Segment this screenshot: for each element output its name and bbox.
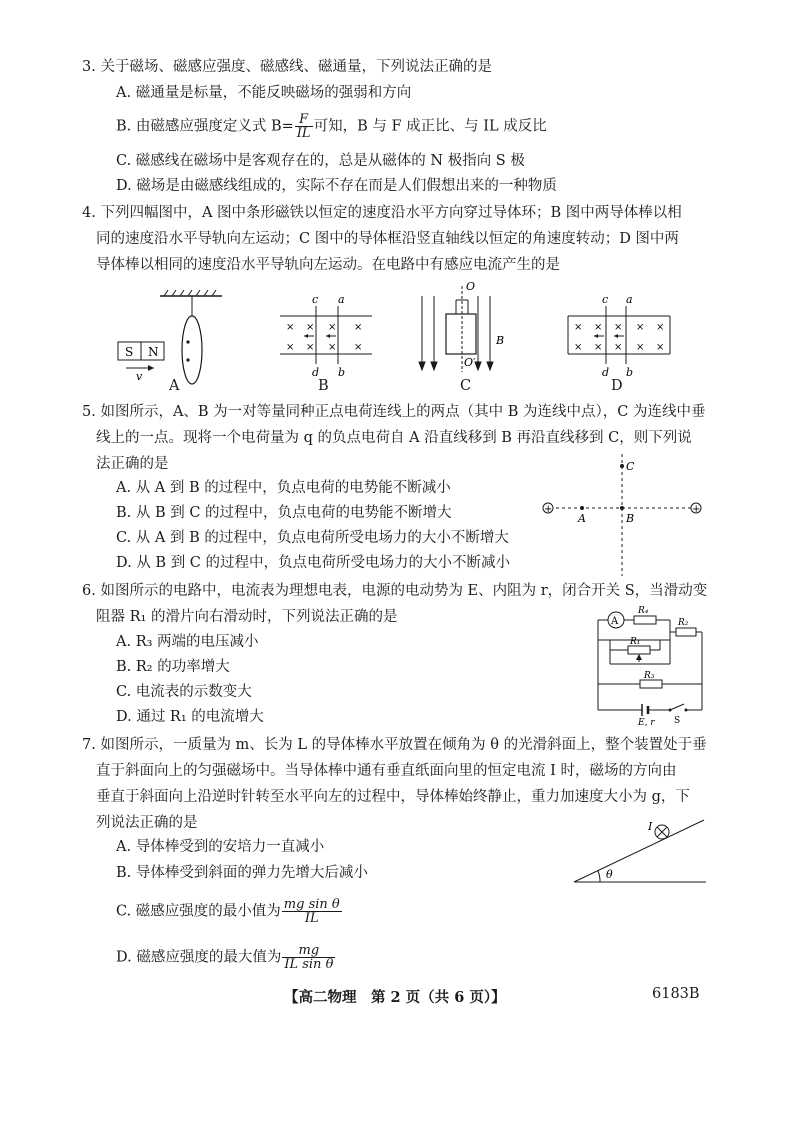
point-b-label: B (626, 512, 635, 525)
rod-d-label-d: d (602, 366, 610, 378)
axis-o2-label: O′ (464, 356, 476, 369)
axis-o-label: O (466, 280, 476, 293)
point-c-label: C (626, 460, 635, 473)
q4-figure-c (416, 280, 516, 380)
rod-c-label-d: c (602, 293, 609, 306)
q6-option-d: D. 通过 R₁ 的电流增大 (116, 709, 264, 725)
velocity-label: v (136, 370, 143, 383)
q7-stem-line1: 7. 如图所示，一质量为 m、长为 L 的导体棒水平放置在倾角为 θ 的光滑斜面上，整个装置处于垂 (82, 737, 707, 753)
q4-fig-label-d: D (611, 378, 623, 394)
svg-text:×: × (328, 322, 337, 333)
q5-option-c: C. 从 A 到 B 的过程中，负点电荷所受电场力的大小不断增大 (116, 530, 509, 546)
svg-text:×: × (328, 342, 337, 353)
rod-d-label: d (312, 366, 320, 378)
paper-code: 6183B (652, 986, 700, 1002)
q4-stem-line1: 4. 下列四幅图中，A 图中条形磁铁以恒定的速度沿水平方向穿过导体环；B 图中两导体棒以相 (82, 205, 682, 221)
q3-option-c: C. 磁感线在磁场中是客观存在的，总是从磁体的 N 极指向 S 极 (116, 153, 525, 169)
emf-label: E, r (638, 718, 655, 726)
q3-option-a: A. 磁通量是标量，不能反映磁场的强弱和方向 (116, 85, 412, 101)
switch-label: S (674, 716, 681, 726)
q7-option-a: A. 导体棒受到的安培力一直减小 (116, 839, 325, 855)
q6-stem-line2: 阻器 R₁ 的滑片向右滑动时，下列说法正确的是 (96, 609, 398, 625)
q7-stem-line3: 垂直于斜面向上沿逆时针转至水平向左的过程中，导体棒始终静止，重力加速度大小为 g，下 (96, 789, 690, 805)
q4-figure-b (276, 292, 376, 378)
q7-option-d-fraction (282, 944, 335, 971)
q5-option-b: B. 从 B 到 C 的过程中，负点电荷的电势能不断增大 (116, 505, 452, 521)
q7-option-c-fraction (282, 898, 342, 925)
svg-text:×: × (286, 342, 295, 353)
q4-fig-label-a: A (169, 378, 180, 394)
svg-text:×: × (574, 342, 583, 353)
q5-stem-line3: 法正确的是 (96, 456, 169, 472)
svg-text:×: × (614, 342, 623, 353)
q4-figure-d (564, 292, 674, 378)
q3-option-d: D. 磁场是由磁感线组成的，实际不存在而是人们假想出来的一种物质 (116, 178, 557, 194)
q5-stem-line2: 线上的一点。现将一个电荷量为 q 的负点电荷自 A 沿直线移到 B 再沿直线移到 C，则下列说 (96, 430, 692, 446)
q7-c-den: IL (304, 911, 319, 926)
q7-option-c (116, 898, 343, 925)
svg-text:×: × (614, 322, 623, 333)
q7-incline-figure (570, 812, 710, 888)
q7-option-d (116, 944, 336, 971)
svg-text:×: × (656, 342, 665, 353)
q5-option-d: D. 从 B 到 C 的过程中，负点电荷所受电场力的大小不断减小 (116, 555, 511, 571)
ammeter-label: A (611, 616, 619, 627)
svg-text:×: × (306, 342, 315, 353)
svg-text:×: × (656, 322, 665, 333)
r4-label: R₄ (638, 606, 649, 616)
svg-text:×: × (306, 322, 315, 333)
current-i-label: I (648, 820, 653, 833)
field-crosses (286, 322, 362, 353)
left-charge-plus: + (544, 504, 553, 515)
magnet-s-label: S (125, 345, 134, 359)
q7-d-num: mg (282, 944, 335, 958)
q7-option-c-pre: C. 磁感应强度的最小值为 (116, 903, 281, 920)
field-b-label: B (496, 334, 505, 347)
rod-b-label: b (338, 366, 346, 378)
magnet-n-label: N (148, 345, 159, 359)
q5-option-a: A. 从 A 到 B 的过程中，负点电荷的电势能不断减小 (116, 480, 451, 496)
q6-stem-line1: 6. 如图所示的电路中，电流表为理想电表，电源的电动势为 E、内阻为 r，闭合开关 S，当滑动变 (82, 583, 708, 599)
q7-stem-line4: 列说法正确的是 (96, 815, 198, 831)
svg-text:×: × (594, 342, 603, 353)
q7-option-d-pre: D. 磁感应强度的最大值为 (116, 949, 282, 966)
page-footer: 【高二物理 第 2 页（共 6 页）】 (284, 989, 506, 1006)
q4-fig-label-b: B (318, 378, 329, 394)
right-charge-plus: + (692, 504, 701, 515)
q7-d-den: IL sin θ (284, 957, 334, 972)
q4-stem-line3: 导体棒以相同的速度沿水平导轨向左运动。在电路中有感应电流产生的是 (96, 257, 560, 273)
q7-option-b: B. 导体棒受到斜面的弹力先增大后减小 (116, 865, 368, 881)
q6-option-c: C. 电流表的示数变大 (116, 684, 252, 700)
field-crosses-d (574, 322, 664, 353)
q3-option-b-pre: B. 由磁感应强度定义式 B= (116, 118, 294, 135)
theta-label: θ (606, 868, 613, 881)
q3-frac-num: F (295, 113, 313, 127)
q3-stem: 3. 关于磁场、磁感应强度、磁感线、磁通量，下列说法正确的是 (82, 59, 492, 75)
svg-text:×: × (594, 322, 603, 333)
q4-stem-line2: 同的速度沿水平导轨向左运动；C 图中的导体框沿竖直轴线以恒定的角速度转动；D 图中两 (96, 231, 679, 247)
svg-text:×: × (286, 322, 295, 333)
r2-label: R₂ (678, 618, 689, 628)
svg-text:×: × (636, 342, 645, 353)
q5-charges-figure (536, 448, 706, 578)
q5-stem-line1: 5. 如图所示，A、B 为一对等量同种正点电荷连线上的两点（其中 B 为连线中点），C 为连线中垂 (82, 404, 706, 420)
rod-a-label: a (338, 293, 345, 306)
rod-b-label-d: b (626, 366, 634, 378)
q3-option-b (116, 113, 547, 140)
q4-fig-label-c: C (460, 378, 472, 394)
r1-label: R₁ (630, 637, 641, 647)
rod-c-label: c (312, 293, 319, 306)
q7-c-num: mg sin θ (283, 897, 340, 912)
q3-formula-fraction (295, 113, 313, 140)
point-a-label: A (578, 512, 586, 525)
q6-circuit-figure (590, 602, 710, 726)
q6-option-a: A. R₃ 两端的电压减小 (116, 634, 259, 650)
svg-text:×: × (354, 322, 363, 333)
q3-option-b-post: 可知，B 与 F 成正比、与 IL 成反比 (313, 118, 547, 135)
q7-stem-line2: 直于斜面向上的匀强磁场中。当导体棒中通有垂直纸面向里的恒定电流 I 时，磁场的方向由 (96, 763, 677, 779)
svg-text:×: × (574, 322, 583, 333)
q6-option-b: B. R₂ 的功率增大 (116, 659, 230, 675)
svg-text:×: × (354, 342, 363, 353)
q3-frac-den: IL (296, 126, 311, 141)
r3-label: R₃ (644, 671, 655, 681)
svg-text:×: × (636, 322, 645, 333)
rod-a-label-d: a (626, 293, 633, 306)
